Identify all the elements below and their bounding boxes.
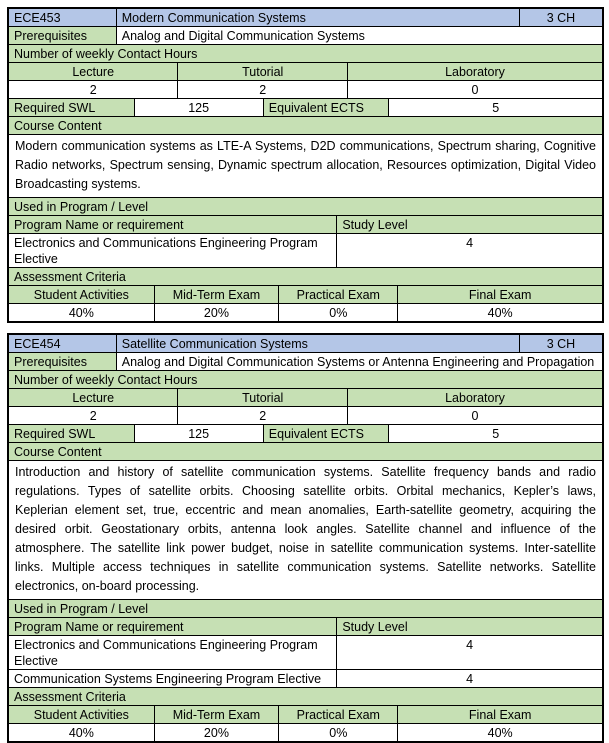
mid-term-exam-label: Mid-Term Exam: [154, 706, 279, 723]
course-title: Modern Communication Systems: [116, 9, 519, 26]
course-content-text: Introduction and history of satellite communication systems. Satellite frequency bands and radio regulations. Types of satellite orbits. Choosing satellite orbits. Orbital mechanics, Kepler’s laws, Keplerian element set, true, eccentric and mean anomalies, Earth-satellite geometry, acquiring the desired orbit. Geostationary orbits, antenna look angles. Satellite channel and influence of the atmosphere. The satellite link power budget, noise in satellite communication systems. Inter-satellite links. Multiple access techniques in satellite communication systems. Satellite networks. Satellite electronics, on-board processing.: [15, 465, 596, 593]
swl-row: [9, 98, 602, 116]
study-level-value: 4: [336, 234, 602, 267]
used-in-program-row: [9, 197, 602, 215]
equivalent-ects-label: Equivalent ECTS: [263, 99, 389, 116]
laboratory-label: Laboratory: [347, 63, 602, 80]
used-in-program-label: Used in Program / Level: [9, 198, 602, 215]
course-content-header-row: [9, 116, 602, 134]
contact-hours-columns-row: [9, 62, 602, 80]
course-header-row: [9, 335, 602, 352]
practical-exam-value: 0%: [278, 724, 397, 741]
course-content-row: [9, 134, 602, 197]
student-activities-label: Student Activities: [9, 706, 154, 723]
final-exam-value: 40%: [397, 724, 602, 741]
prerequisites-row: [9, 26, 602, 44]
contact-hours-header-row: [9, 44, 602, 62]
final-exam-label: Final Exam: [397, 286, 602, 303]
student-activities-value: 40%: [68, 726, 94, 740]
mid-term-exam-value: 20%: [154, 304, 279, 321]
course-header-row: [9, 9, 602, 26]
program-row: [9, 635, 602, 669]
required-swl-value: 125: [134, 99, 263, 116]
laboratory-hours: 0: [347, 407, 602, 424]
tutorial-label: Tutorial: [177, 389, 347, 406]
required-swl-label: Required SWL: [9, 99, 134, 116]
prerequisites-value: Analog and Digital Communication Systems or Antenna Engineering and Propagation: [116, 353, 602, 370]
assessment-criteria-label: Assessment Criteria: [9, 268, 602, 285]
contact-hours-header-row: [9, 370, 602, 388]
course-content-label: Course Content: [9, 443, 602, 460]
program-name-label: Program Name or requirement: [9, 216, 336, 233]
program-header-row: [9, 215, 602, 233]
mid-term-exam-label: Mid-Term Exam: [154, 286, 279, 303]
course-content-row: [9, 460, 602, 599]
assessment-header-row: [9, 705, 602, 723]
contact-hours-label: Number of weekly Contact Hours: [9, 45, 602, 62]
course-title: Satellite Communication Systems: [116, 335, 519, 352]
tutorial-hours: 2: [177, 407, 347, 424]
study-level-value: 4: [336, 636, 602, 669]
laboratory-hours: 0: [347, 81, 602, 98]
course-code: ECE454: [9, 335, 116, 352]
program-name: Communication Systems Engineering Program Elective: [14, 672, 322, 686]
program-name: Electronics and Communications Engineering Program Elective: [14, 638, 318, 668]
course-content-text: Modern communication systems as LTE-A Systems, D2D communications, Spectrum sharing, Cognitive Radio networks, Spectrum sensing, Dynamic spectrum allocation, Resources optimization, Digital Video Broadcasting systems.: [15, 139, 596, 191]
program-row: [9, 669, 602, 687]
prerequisites-label: Prerequisites: [9, 353, 116, 370]
assessment-values-row: [9, 303, 602, 321]
required-swl-label: Required SWL: [9, 425, 134, 442]
laboratory-label: Laboratory: [347, 389, 602, 406]
used-in-program-label: Used in Program / Level: [9, 600, 602, 617]
final-exam-label: Final Exam: [397, 706, 602, 723]
practical-exam-label: Practical Exam: [278, 286, 397, 303]
mid-term-exam-value: 20%: [154, 724, 279, 741]
equivalent-ects-value: 5: [388, 425, 601, 442]
assessment-criteria-row: [9, 267, 602, 285]
assessment-criteria-label: Assessment Criteria: [9, 688, 602, 705]
lecture-label: Lecture: [9, 389, 177, 406]
prerequisites-label: Prerequisites: [9, 27, 116, 44]
program-name-label: Program Name or requirement: [9, 618, 336, 635]
credit-hours: 3 CH: [519, 335, 602, 352]
course-table-ece454: [7, 333, 604, 743]
lecture-hours: 2: [89, 409, 97, 423]
prerequisites-value: Analog and Digital Communication Systems: [116, 27, 602, 44]
study-level-label: Study Level: [336, 216, 602, 233]
swl-row: [9, 424, 602, 442]
contact-hours-values-row: [9, 80, 602, 98]
program-name: Electronics and Communications Engineering Program Elective: [14, 236, 318, 266]
equivalent-ects-label: Equivalent ECTS: [263, 425, 389, 442]
course-content-label: Course Content: [9, 117, 602, 134]
student-activities-label: Student Activities: [9, 286, 154, 303]
study-level-value: 4: [336, 670, 602, 687]
practical-exam-label: Practical Exam: [278, 706, 397, 723]
contact-hours-columns-row: [9, 388, 602, 406]
contact-hours-values-row: [9, 406, 602, 424]
course-content-header-row: [9, 442, 602, 460]
contact-hours-label: Number of weekly Contact Hours: [9, 371, 602, 388]
study-level-label: Study Level: [336, 618, 602, 635]
student-activities-value: 40%: [68, 306, 94, 320]
tutorial-hours: 2: [177, 81, 347, 98]
program-header-row: [9, 617, 602, 635]
lecture-label: Lecture: [9, 63, 177, 80]
prerequisites-row: [9, 352, 602, 370]
final-exam-value: 40%: [397, 304, 602, 321]
assessment-criteria-row: [9, 687, 602, 705]
assessment-header-row: [9, 285, 602, 303]
credit-hours: 3 CH: [519, 9, 602, 26]
course-table-ece453: [7, 7, 604, 323]
required-swl-value: 125: [134, 425, 263, 442]
equivalent-ects-value: 5: [388, 99, 601, 116]
course-code: ECE453: [9, 9, 116, 26]
assessment-values-row: [9, 723, 602, 741]
practical-exam-value: 0%: [278, 304, 397, 321]
program-row: [9, 233, 602, 267]
lecture-hours: 2: [89, 83, 97, 97]
used-in-program-row: [9, 599, 602, 617]
tutorial-label: Tutorial: [177, 63, 347, 80]
